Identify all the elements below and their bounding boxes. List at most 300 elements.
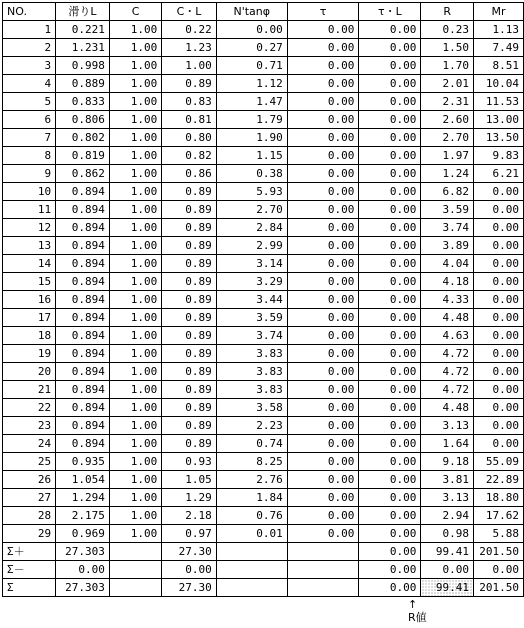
- table-row: [3, 363, 524, 381]
- table-cell: 3.58: [216, 399, 287, 417]
- table-cell: 0.89: [162, 417, 217, 435]
- table-cell: 0.00: [359, 219, 421, 237]
- table-cell: 0.00: [287, 147, 359, 165]
- table-cell: 1.97: [421, 147, 474, 165]
- table-row: [3, 399, 524, 417]
- calculation-table: [2, 2, 524, 597]
- table-cell: 0.76: [216, 507, 287, 525]
- table-cell: 0.01: [216, 525, 287, 543]
- total-cell: [109, 561, 161, 579]
- table-cell: 3.29: [216, 273, 287, 291]
- table-cell: 0.889: [56, 75, 110, 93]
- sigma-label: Σ－: [3, 561, 56, 579]
- table-cell: 0.00: [359, 309, 421, 327]
- table-cell: 0.00: [359, 417, 421, 435]
- table-cell: 0.894: [56, 417, 110, 435]
- table-cell: 3.14: [216, 255, 287, 273]
- table-cell: 14: [3, 255, 56, 273]
- table-cell: 10.04: [473, 75, 523, 93]
- table-cell: 23: [3, 417, 56, 435]
- table-cell: 26: [3, 471, 56, 489]
- table-row: [3, 327, 524, 345]
- table-cell: 8.25: [216, 453, 287, 471]
- table-cell: 1.00: [109, 309, 161, 327]
- table-cell: 0.89: [162, 201, 217, 219]
- table-cell: 0.00: [287, 237, 359, 255]
- table-cell: 1.00: [109, 327, 161, 345]
- table-row: [3, 201, 524, 219]
- table-cell: 18: [3, 327, 56, 345]
- table-cell: 0.894: [56, 309, 110, 327]
- table-cell: 3.74: [216, 327, 287, 345]
- table-cell: 5.93: [216, 183, 287, 201]
- table-cell: 1.00: [109, 435, 161, 453]
- table-cell: 3.74: [421, 219, 474, 237]
- table-cell: 6: [3, 111, 56, 129]
- table-cell: 4.33: [421, 291, 474, 309]
- table-cell: 8: [3, 147, 56, 165]
- arrow-up-icon: ↑: [408, 598, 418, 611]
- table-cell: 0.00: [359, 237, 421, 255]
- table-cell: 3.83: [216, 381, 287, 399]
- table-cell: 29: [3, 525, 56, 543]
- table-cell: 0.894: [56, 183, 110, 201]
- table-cell: 0.833: [56, 93, 110, 111]
- table-cell: 0.894: [56, 327, 110, 345]
- sigma-label: Σ＋: [3, 543, 56, 561]
- totals-row: [3, 543, 524, 561]
- table-cell: 0.894: [56, 345, 110, 363]
- table-cell: 3.13: [421, 489, 474, 507]
- table-cell: 0.98: [421, 525, 474, 543]
- table-body: [3, 21, 524, 543]
- table-cell: 1.47: [216, 93, 287, 111]
- table-cell: 25: [3, 453, 56, 471]
- table-cell: 0.89: [162, 75, 217, 93]
- table-cell: 17.62: [473, 507, 523, 525]
- total-cell: 0.00: [421, 561, 474, 579]
- table-cell: 0.00: [287, 111, 359, 129]
- table-cell: 0.00: [287, 129, 359, 147]
- table-cell: 3.83: [216, 363, 287, 381]
- table-cell: 1.84: [216, 489, 287, 507]
- r-value-note: [408, 598, 427, 624]
- table-cell: 0.00: [359, 525, 421, 543]
- table-cell: 0.00: [473, 381, 523, 399]
- table-cell: 1.00: [109, 453, 161, 471]
- table-cell: 3: [3, 57, 56, 75]
- total-cell: 201.50: [473, 543, 523, 561]
- table-cell: 8.51: [473, 57, 523, 75]
- table-cell: 2.84: [216, 219, 287, 237]
- table-row: [3, 417, 524, 435]
- table-cell: 0.00: [473, 435, 523, 453]
- table-cell: 2.23: [216, 417, 287, 435]
- table-cell: 1.00: [109, 165, 161, 183]
- table-cell: 4.18: [421, 273, 474, 291]
- total-cell: [287, 561, 359, 579]
- table-row: [3, 57, 524, 75]
- table-row: [3, 507, 524, 525]
- table-row: [3, 147, 524, 165]
- header-row: [3, 3, 524, 21]
- table-row: [3, 75, 524, 93]
- table-cell: 0.00: [359, 435, 421, 453]
- header-no: NO.: [3, 3, 56, 21]
- table-cell: 2.76: [216, 471, 287, 489]
- table-cell: 1.00: [109, 525, 161, 543]
- table-cell: 5.88: [473, 525, 523, 543]
- header-tau: τ: [287, 3, 359, 21]
- table-cell: 7.49: [473, 39, 523, 57]
- table-cell: 1.00: [109, 399, 161, 417]
- total-cell: 0.00: [359, 579, 421, 597]
- table-cell: 0.86: [162, 165, 217, 183]
- table-cell: 0.00: [287, 309, 359, 327]
- table-cell: 0.82: [162, 147, 217, 165]
- table-cell: 27: [3, 489, 56, 507]
- table-cell: 1.00: [109, 255, 161, 273]
- table-cell: 0.89: [162, 291, 217, 309]
- table-row: [3, 453, 524, 471]
- table-cell: 0.00: [359, 183, 421, 201]
- table-cell: 0.00: [473, 201, 523, 219]
- total-cell: 0.00: [359, 561, 421, 579]
- table-cell: 0.894: [56, 381, 110, 399]
- table-cell: 3.59: [421, 201, 474, 219]
- table-cell: 3.83: [216, 345, 287, 363]
- table-cell: 0.00: [359, 381, 421, 399]
- table-cell: 4.63: [421, 327, 474, 345]
- header-slip-length: 滑りL: [56, 3, 110, 21]
- table-cell: 10: [3, 183, 56, 201]
- total-cell: 99.41: [421, 579, 474, 597]
- table-cell: 1.00: [109, 273, 161, 291]
- table-cell: 1.00: [109, 93, 161, 111]
- table-cell: 0.00: [473, 309, 523, 327]
- table-cell: 0.00: [359, 291, 421, 309]
- table-cell: 0.00: [287, 291, 359, 309]
- table-cell: 0.00: [359, 75, 421, 93]
- table-cell: 0.221: [56, 21, 110, 39]
- table-cell: 9: [3, 165, 56, 183]
- table-cell: 3.81: [421, 471, 474, 489]
- table-cell: 1.00: [109, 471, 161, 489]
- table-cell: 0.998: [56, 57, 110, 75]
- table-cell: 22: [3, 399, 56, 417]
- total-cell: 0.00: [473, 561, 523, 579]
- table-cell: 1.00: [109, 183, 161, 201]
- table-cell: 0.00: [359, 399, 421, 417]
- table-cell: 2.175: [56, 507, 110, 525]
- table-cell: 1.00: [109, 39, 161, 57]
- table-cell: 1.00: [109, 147, 161, 165]
- table-row: [3, 219, 524, 237]
- table-cell: 0.00: [359, 453, 421, 471]
- table-row: [3, 39, 524, 57]
- table-cell: 0.862: [56, 165, 110, 183]
- table-cell: 0.27: [216, 39, 287, 57]
- table-cell: 0.00: [473, 255, 523, 273]
- table-cell: 0.89: [162, 219, 217, 237]
- table-cell: 3.13: [421, 417, 474, 435]
- table-cell: 0.00: [359, 363, 421, 381]
- table-cell: 0.894: [56, 219, 110, 237]
- table-cell: 4: [3, 75, 56, 93]
- totals-row: [3, 561, 524, 579]
- table-cell: 1.90: [216, 129, 287, 147]
- table-cell: 0.83: [162, 93, 217, 111]
- total-cell: 99.41: [421, 543, 474, 561]
- total-cell: [109, 579, 161, 597]
- table-cell: 22.89: [473, 471, 523, 489]
- table-cell: 0.00: [359, 345, 421, 363]
- table-cell: 0.894: [56, 363, 110, 381]
- table-cell: 0.00: [287, 507, 359, 525]
- table-cell: 0.00: [359, 111, 421, 129]
- table-cell: 0.00: [473, 291, 523, 309]
- table-cell: 0.819: [56, 147, 110, 165]
- header-c-l: C・L: [162, 3, 217, 21]
- table-cell: 1.64: [421, 435, 474, 453]
- table-cell: 0.89: [162, 345, 217, 363]
- table-cell: 0.802: [56, 129, 110, 147]
- total-cell: 0.00: [162, 561, 217, 579]
- table-row: [3, 129, 524, 147]
- table-cell: 0.00: [359, 147, 421, 165]
- table-cell: 0.00: [287, 345, 359, 363]
- table-cell: 0.00: [359, 255, 421, 273]
- total-cell: 0.00: [56, 561, 110, 579]
- table-cell: 4.72: [421, 363, 474, 381]
- table-cell: 0.00: [359, 507, 421, 525]
- table-cell: 0.00: [473, 327, 523, 345]
- table-row: [3, 309, 524, 327]
- table-cell: 0.00: [287, 273, 359, 291]
- table-cell: 1.294: [56, 489, 110, 507]
- table-cell: 0.00: [473, 237, 523, 255]
- table-cell: 0.00: [359, 471, 421, 489]
- table-cell: 7: [3, 129, 56, 147]
- table-cell: 2.70: [216, 201, 287, 219]
- total-cell: [216, 543, 287, 561]
- table-cell: 0.00: [287, 417, 359, 435]
- sigma-label: Σ: [3, 579, 56, 597]
- table-cell: 0.00: [287, 93, 359, 111]
- table-cell: 0.89: [162, 273, 217, 291]
- table-cell: 20: [3, 363, 56, 381]
- table-cell: 0.97: [162, 525, 217, 543]
- table-cell: 2.31: [421, 93, 474, 111]
- table-cell: 2.18: [162, 507, 217, 525]
- table-cell: 0.00: [359, 21, 421, 39]
- table-cell: 12: [3, 219, 56, 237]
- table-cell: 55.09: [473, 453, 523, 471]
- table-cell: 1.12: [216, 75, 287, 93]
- table-cell: 1.05: [162, 471, 217, 489]
- table-cell: 0.00: [287, 489, 359, 507]
- total-cell: 27.303: [56, 579, 110, 597]
- table-row: [3, 435, 524, 453]
- table-cell: 1.00: [109, 21, 161, 39]
- table-cell: 9.18: [421, 453, 474, 471]
- table-cell: 0.89: [162, 183, 217, 201]
- table-cell: 1.15: [216, 147, 287, 165]
- table-cell: 1.13: [473, 21, 523, 39]
- table-cell: 0.894: [56, 255, 110, 273]
- table-cell: 0.00: [287, 525, 359, 543]
- table-cell: 1.50: [421, 39, 474, 57]
- table-cell: 0.894: [56, 399, 110, 417]
- table-cell: 0.00: [216, 21, 287, 39]
- table-cell: 6.82: [421, 183, 474, 201]
- table-cell: 0.00: [287, 219, 359, 237]
- table-cell: 0.00: [287, 201, 359, 219]
- table-cell: 1.00: [109, 291, 161, 309]
- table-cell: 9.83: [473, 147, 523, 165]
- totals-row: [3, 579, 524, 597]
- table-cell: 0.00: [287, 183, 359, 201]
- table-cell: 4.48: [421, 309, 474, 327]
- r-value-label: R値: [408, 611, 427, 624]
- table-cell: 1.00: [162, 57, 217, 75]
- table-row: [3, 345, 524, 363]
- header-r: R: [421, 3, 474, 21]
- table-row: [3, 165, 524, 183]
- table-cell: 0.894: [56, 435, 110, 453]
- total-cell: [216, 561, 287, 579]
- table-cell: 1.231: [56, 39, 110, 57]
- table-row: [3, 273, 524, 291]
- table-cell: 0.00: [473, 345, 523, 363]
- table-cell: 0.00: [287, 435, 359, 453]
- table-cell: 0.00: [287, 75, 359, 93]
- table-cell: 1.00: [109, 201, 161, 219]
- table-cell: 1.23: [162, 39, 217, 57]
- table-cell: 0.89: [162, 255, 217, 273]
- table-cell: 0.89: [162, 399, 217, 417]
- table-cell: 0.38: [216, 165, 287, 183]
- table-cell: 0.00: [473, 399, 523, 417]
- table-cell: 0.74: [216, 435, 287, 453]
- table-cell: 1.00: [109, 237, 161, 255]
- table-cell: 0.00: [359, 273, 421, 291]
- table-cell: 21: [3, 381, 56, 399]
- table-row: [3, 471, 524, 489]
- table-cell: 13: [3, 237, 56, 255]
- table-cell: 4.04: [421, 255, 474, 273]
- table-cell: 1.054: [56, 471, 110, 489]
- table-cell: 0.93: [162, 453, 217, 471]
- table-row: [3, 291, 524, 309]
- table-cell: 0.969: [56, 525, 110, 543]
- table-cell: 1.00: [109, 219, 161, 237]
- total-cell: 27.30: [162, 579, 217, 597]
- table-cell: 0.80: [162, 129, 217, 147]
- table-cell: 17: [3, 309, 56, 327]
- table-cell: 0.00: [287, 399, 359, 417]
- table-cell: 3.59: [216, 309, 287, 327]
- table-cell: 0.00: [473, 273, 523, 291]
- table-row: [3, 381, 524, 399]
- table-cell: 0.00: [287, 381, 359, 399]
- table-cell: 0.89: [162, 327, 217, 345]
- header-tau-l: τ・L: [359, 3, 421, 21]
- table-cell: 1: [3, 21, 56, 39]
- table-cell: 1.00: [109, 489, 161, 507]
- table-row: [3, 111, 524, 129]
- table-cell: 0.00: [287, 327, 359, 345]
- table-cell: 1.00: [109, 75, 161, 93]
- table-row: [3, 237, 524, 255]
- table-cell: 0.89: [162, 309, 217, 327]
- table-cell: 2.94: [421, 507, 474, 525]
- table-cell: 5: [3, 93, 56, 111]
- table-cell: 0.00: [473, 363, 523, 381]
- table-cell: 2.99: [216, 237, 287, 255]
- table-cell: 0.00: [287, 165, 359, 183]
- table-cell: 4.72: [421, 381, 474, 399]
- total-cell: [287, 543, 359, 561]
- table-cell: 0.894: [56, 237, 110, 255]
- table-cell: 0.89: [162, 363, 217, 381]
- table-cell: 19: [3, 345, 56, 363]
- table-cell: 0.00: [359, 57, 421, 75]
- table-cell: 0.00: [287, 363, 359, 381]
- table-cell: 1.00: [109, 363, 161, 381]
- total-cell: [109, 543, 161, 561]
- table-cell: 0.00: [359, 327, 421, 345]
- table-row: [3, 489, 524, 507]
- table-cell: 0.806: [56, 111, 110, 129]
- table-cell: 0.00: [473, 417, 523, 435]
- table-cell: 18.80: [473, 489, 523, 507]
- total-cell: 27.30: [162, 543, 217, 561]
- table-cell: 1.00: [109, 507, 161, 525]
- table-cell: 16: [3, 291, 56, 309]
- table-cell: 3.44: [216, 291, 287, 309]
- table-cell: 0.89: [162, 237, 217, 255]
- table-cell: 0.81: [162, 111, 217, 129]
- table-cell: 1.70: [421, 57, 474, 75]
- total-cell: 201.50: [473, 579, 523, 597]
- table-cell: 4.48: [421, 399, 474, 417]
- table-cell: 0.00: [359, 201, 421, 219]
- table-cell: 0.00: [359, 165, 421, 183]
- total-cell: [287, 579, 359, 597]
- table-cell: 0.00: [287, 453, 359, 471]
- table-cell: 0.935: [56, 453, 110, 471]
- table-cell: 0.00: [287, 57, 359, 75]
- total-cell: [216, 579, 287, 597]
- table-row: [3, 255, 524, 273]
- table-cell: 11.53: [473, 93, 523, 111]
- table-cell: 0.894: [56, 273, 110, 291]
- table-cell: 0.23: [421, 21, 474, 39]
- table-cell: 2.60: [421, 111, 474, 129]
- table-cell: 1.00: [109, 381, 161, 399]
- table-cell: 0.00: [359, 129, 421, 147]
- table-cell: 0.894: [56, 291, 110, 309]
- table-row: [3, 21, 524, 39]
- table-cell: 1.79: [216, 111, 287, 129]
- table-cell: 0.00: [359, 39, 421, 57]
- table-row: [3, 93, 524, 111]
- header-c: C: [109, 3, 161, 21]
- table-cell: 0.00: [287, 21, 359, 39]
- table-cell: 28: [3, 507, 56, 525]
- table-cell: 1.00: [109, 129, 161, 147]
